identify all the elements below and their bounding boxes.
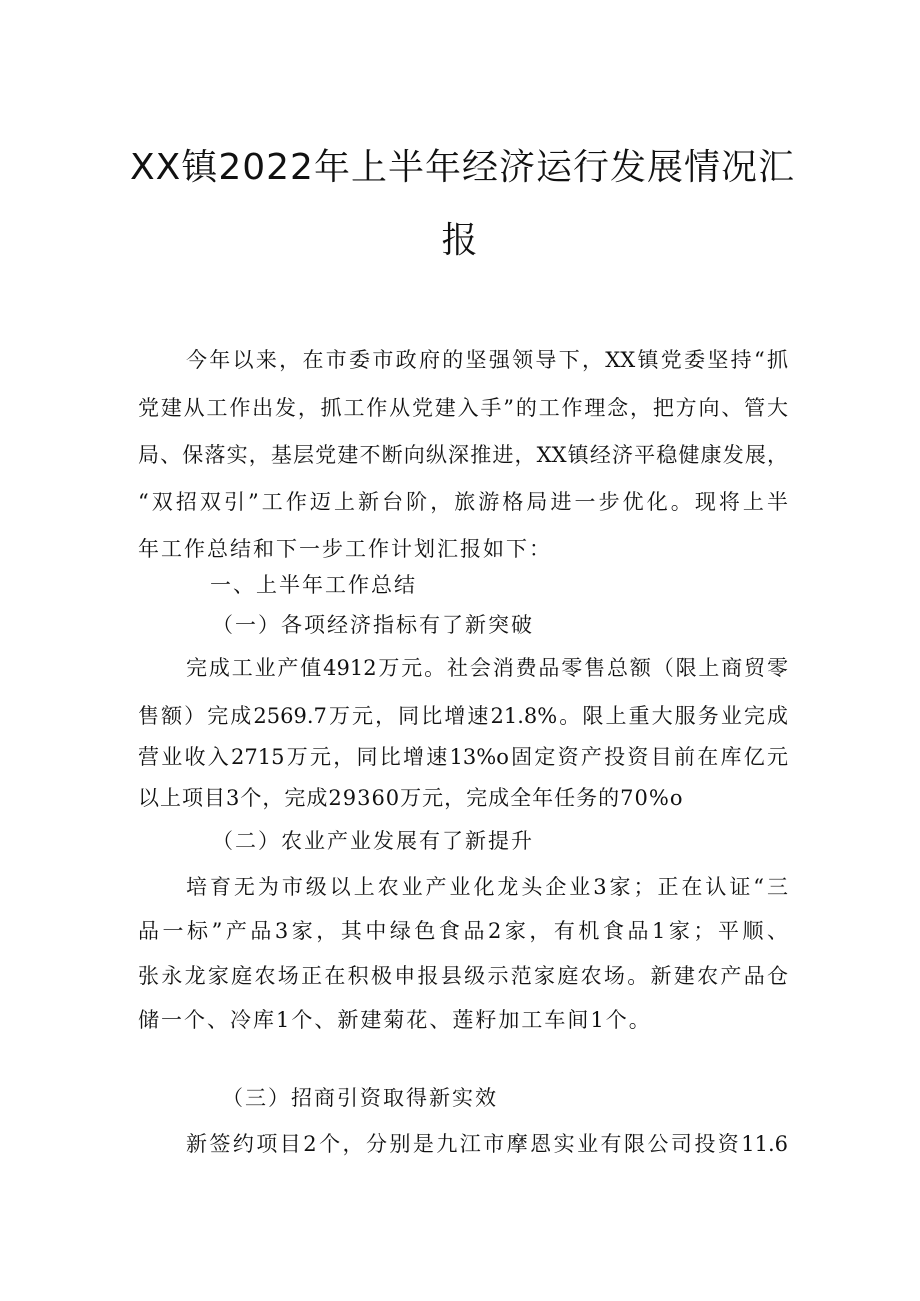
subsection-heading: （一）各项经济指标有了新突破 (212, 613, 534, 637)
paragraph-line: “双招双引”工作迈上新台阶，旅游格局进一步优化。现将上半 (138, 490, 788, 514)
document-title-line-2: 报 (441, 220, 479, 261)
paragraph-line: 营业收入2715万元，同比增速13%o固定资产投资目前在库亿元 (138, 745, 788, 769)
paragraph-line: 品一标”产品3家，其中绿色食品2家，有机食品1家；平顺、 (138, 919, 788, 943)
section-heading: 一、上半年工作总结 (210, 573, 417, 597)
paragraph-line: 完成工业产值4912万元。社会消费品零售总额（限上商贸零 (186, 656, 788, 680)
paragraph-line: 年工作总结和下一步工作计划汇报如下： (138, 537, 552, 561)
paragraph-line: 党建从工作出发，抓工作从党建入手”的工作理念，把方向、管大 (138, 396, 788, 420)
paragraph-line: 局、保落实，基层党建不断向纵深推进，XX镇经济平稳健康发展， (138, 443, 788, 467)
paragraph-line: 储一个、冷库1个、新建菊花、莲籽加工车间1个。 (138, 1008, 652, 1032)
subsection-heading: （二）农业产业发展有了新提升 (212, 829, 534, 853)
paragraph-line: 今年以来，在市委市政府的坚强领导下，XX镇党委坚持“抓 (186, 348, 788, 372)
document-title-line-1: XX镇2022年上半年经济运行发展情况汇 (130, 147, 795, 188)
paragraph-line: 新签约项目2个，分别是九江市摩恩实业有限公司投资11.6 (186, 1132, 788, 1156)
paragraph-line: 以上项目3个，完成29360万元，完成全年任务的70%o (138, 786, 684, 810)
paragraph-line: 张永龙家庭农场正在积极申报县级示范家庭农场。新建农产品仓 (138, 964, 788, 988)
paragraph-line: 培育无为市级以上农业产业化龙头企业3家；正在认证“三 (186, 875, 788, 899)
paragraph-line: 售额）完成2569.7万元，同比增速21.8%。限上重大服务业完成 (138, 704, 788, 728)
subsection-heading: （三）招商引资取得新实效 (222, 1086, 498, 1110)
